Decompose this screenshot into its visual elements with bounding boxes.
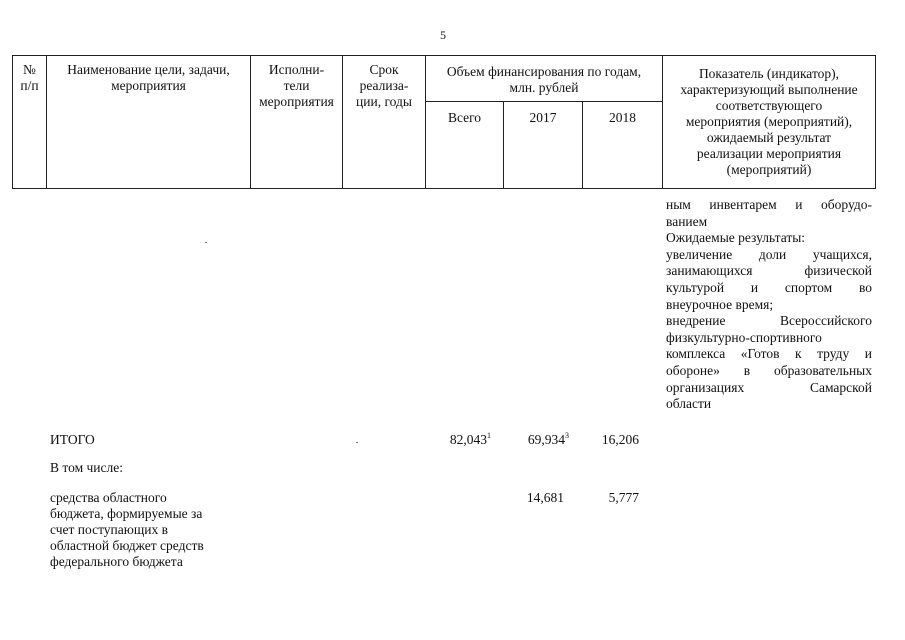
header-funding-total: Всего	[447, 110, 482, 125]
total-label: ИТОГО	[50, 432, 95, 447]
indicator-line: внеурочное время;	[666, 296, 774, 312]
footnote-marker: 3	[565, 431, 569, 440]
indicator-line: ванием	[666, 213, 708, 229]
indicator-line: ным инвентарем и оборудо-	[666, 197, 872, 212]
header-name: Наименование цели, задачи, мероприятия	[67, 62, 230, 93]
regional-2017-value: 14,681	[526, 490, 564, 505]
indicator-text	[666, 197, 872, 413]
indicator-line: обороне» в образовательных	[666, 362, 872, 378]
including-label: В том числе:	[50, 460, 123, 475]
footnote-marker: 1	[487, 431, 491, 440]
header-period: Срок реализа- ции, годы	[356, 62, 412, 109]
indicator-line: комплекса «Готов к труду и	[666, 346, 872, 362]
header-number: № п/п	[20, 62, 39, 93]
header-funding: Объем финансирования по годам, млн. рублей	[446, 64, 642, 95]
total-2017-value: 69,934$^3$	[527, 431, 569, 447]
indicator-line: культурой и спортом во	[666, 279, 872, 295]
indicator-line: внедрение Всероссийского	[666, 313, 872, 329]
indicator-line: области	[666, 396, 712, 412]
header-indicator: Показатель (индикатор), характеризующий выполнение соответствующего мероприятия (мероприятий), ожидаемый результат реализации мероприятия (мероприятий)	[680, 66, 858, 177]
regional-budget-label: средства областного бюджета, формируемые за счет поступающих в областной бюджет средств федерального бюджета	[50, 490, 204, 569]
indicator-line: организациях Самарской	[666, 379, 872, 395]
header-funding-2017: 2017	[529, 110, 557, 125]
page-number: 5	[440, 28, 446, 42]
indicator-line: увеличение доли учащихся,	[666, 246, 872, 262]
header-funding-2018: 2018	[609, 110, 636, 125]
total-all-value: 82,043$^1$	[449, 431, 491, 447]
row-divider	[425, 101, 662, 102]
indicator-line: Ожидаемые результаты:	[666, 230, 806, 246]
scan-speck	[356, 442, 358, 443]
header-executors: Исполни- тели мероприятия	[259, 62, 334, 109]
regional-2018-value: 5,777	[608, 490, 639, 505]
total-2018-value: 16,206	[601, 432, 639, 447]
scan-speck	[205, 242, 207, 243]
indicator-line: занимающихся физической	[666, 263, 872, 279]
indicator-line: физкультурно-спортивного	[666, 329, 822, 345]
